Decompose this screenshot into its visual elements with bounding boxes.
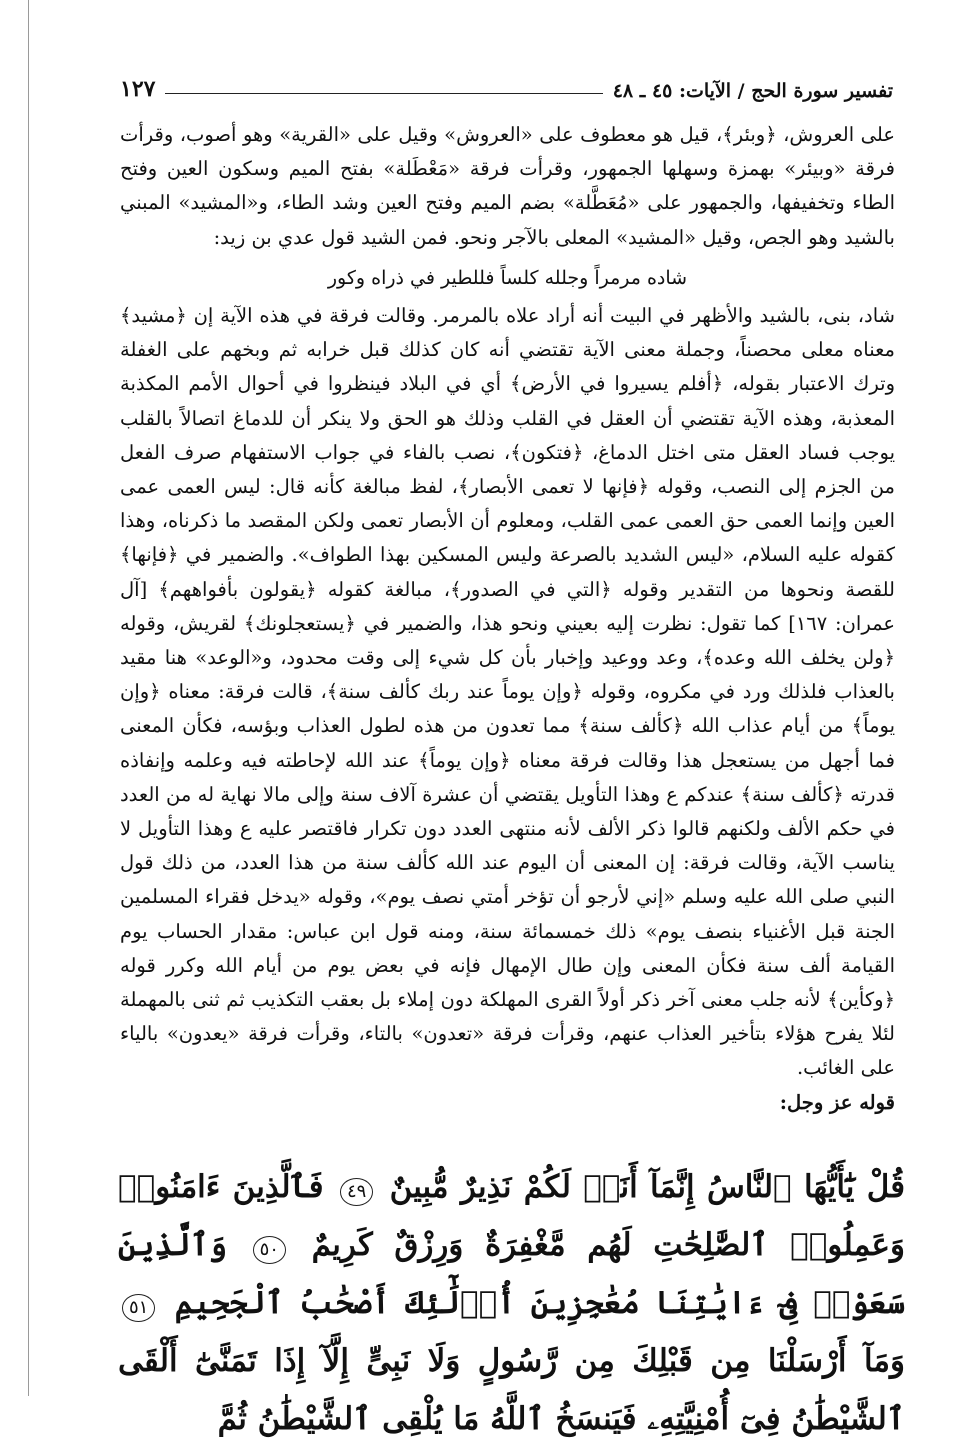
page-number: ١٢٧ xyxy=(120,76,156,102)
ayah-number-marker: ٤٩ xyxy=(340,1178,373,1206)
quran-segment-4: وَمَآ أَرْسَلْنَا مِن قَبْلِكَ مِن رَّسُولٍ وَلَا نَبِىٍّ إِلَّآ إِذَا تَمَنَّىٰٓ أَلْقَى ٱلشَّيْطَٰنُ فِىٓ أُمْنِيَّتِهِۦ فَيَنسَخُ ٱللَّهُ مَا يُلْقِى ٱلشَّيْطَٰنُ ثُمَّ xyxy=(118,1343,905,1437)
quran-segment-3: وَٱلَّذِينَ سَعَوْا۟ فِىٓ ءَايَٰتِنَا مُعَٰجِزِينَ أُو۟لَٰٓئِكَ أَصْحَٰبُ ٱلْجَحِيمِ xyxy=(118,1227,905,1321)
quran-segment-2: فَٱلَّذِينَ ءَامَنُوا۟ وَعَمِلُوا۟ ٱلصَّٰلِحَٰتِ لَهُم مَّغْفِرَةٌ وَرِزْقٌ كَرِيمٌ xyxy=(118,1169,905,1263)
header-title: تفسير سورة الحج / الآيات: ٤٥ ـ ٤٨ xyxy=(612,80,893,102)
header-rule xyxy=(165,93,602,94)
ayah-number-marker: ٥٠ xyxy=(253,1236,286,1264)
running-header xyxy=(120,66,893,102)
page-edge-line xyxy=(28,0,29,1396)
poetry-verse: شاده مرمراً وجلله كلساً فللطير في ذراه وكور xyxy=(327,266,688,289)
ayah-number-marker: ٥١ xyxy=(122,1294,155,1322)
quran-text-block xyxy=(118,1158,905,1448)
commentary-text xyxy=(120,118,895,1120)
paragraph-2: شاد، بنى، بالشيد والأظهر في البيت أنه أراد علاه بالمرمر. وقالت فرقة في هذه الآية إن ﴿مشيد﴾ معناه معلى محصناً، وجملة معنى الآية تقتضي أنه كان كذلك قبل خرابه ثم وبخهم على الغفلة وترك الاعتبار بقوله، ﴿أفلم يسيروا في الأرض﴾ أي في البلاد فينظروا في أحوال الأمم المكذبة المعذبة، وهذه الآية تقتضي أن العقل في القلب وذلك هو الحق ولا ينكر أن للدماغ اتصالاً بالقلب يوجب فساد العقل متى اختل الدماغ، ﴿فتكون﴾، نصب بالفاء في جواب الاستفهام صرف الفعل من الجزم إلى النصب، وقوله ﴿فإنها لا تعمى الأبصار﴾، لفظ مبالغة كأنه قال: ليس العمى عمى العين وإنما العمى حق العمى عمى القلب، ومعلوم أن الأبصار تعمى ولكن المقصد ما ذكرناه، وهذا كقوله عليه السلام، «ليس الشديد بالصرعة وليس المسكين بهذا الطواف». والضمير في ﴿فإنها﴾ للقصة ونحوها من التقدير وقوله ﴿التي في الصدور﴾، مبالغة كقوله ﴿يقولون بأفواههم﴾ [آل عمران: ١٦٧] كما تقول: نظرت إليه بعيني ونحو هذا، والضمير في ﴿يستعجلونك﴾ لقريش، وقوله ﴿ولن يخلف الله وعده﴾، وعد ووعيد وإخبار بأن كل شيء إلى وقت محدود، و«الوعد» هنا مقيد بالعذاب فلذلك ورد في مكروه، وقوله ﴿وإن يوماً عند ربك كألف سنة﴾، قالت فرقة: معناه ﴿وإن يوماً﴾ من أيام عذاب الله ﴿كألف سنة﴾ مما تعدون من هذه لطول العذاب وبؤسه، فكأن المعنى فما أجهل من يستعجل هذا وقالت فرقة معناه ﴿وإن يوماً﴾ عند الله لإحاطته فيه وعلمه وإنفاذه قدرته ﴿كألف سنة﴾ عندكم ع وهذا التأويل يقتضي أن عشرة آلاف سنة وإلى مالا نهاية له من العدد في حكم الألف ولكنهم قالوا ذكر الألف لأنه منتهى العدد دون تكرار فاقتصر عليه ع وهذا التأويل لا يناسب الآية، وقالت فرقة: إن المعنى أن اليوم عند الله كألف سنة من هذا العدد، من ذلك قول النبي صلى الله عليه وسلم «إني لأرجو أن تؤخر أمتي نصف يوم»، وقوله «يدخل فقراء المسلمين الجنة قبل الأغنياء بنصف يوم» ذلك خمسمائة سنة، ومنه قول ابن عباس: مقدار الحساب يوم القيامة ألف سنة فكأن المعنى وإن طال الإمهال فإنه في بعض يوم من أيام الله وكرر قوله ﴿وكأين﴾ لأنه جلب معنى آخر ذكر أولاً القرى المهلكة دون إملاء بل بعقب التكذيب ثم ثنى بالمهملة لئلا يفرح هؤلاء بتأخير العذاب عنهم، وقرأت فرقة «تعدون» بالتاء، وقرأت فرقة «يعدون» بالياء على الغائب. xyxy=(120,304,895,1080)
paragraph-1: على العروش، ﴿وبئر﴾، قيل هو معطوف على «العروش» وقيل على «القرية» وهو أصوب، وقرأت فرقة «وبيئر» بهمزة وسهلها الجمهور، وقرأت فرقة «مَعْطَلة» بفتح الميم وسكون العين وفتح الطاء وتخفيفها، والجمهور على «مُعَطَّلة» بضم الميم وفتح العين وشد الطاء، و«المشيد» المبني بالشيد وهو الجص، وقيل «المشيد» المعلى بالآجر ونحو. فمن الشيد قول عدي بن زيد: xyxy=(120,123,895,249)
verse-intro: قوله عز وجل: xyxy=(779,1090,895,1114)
quran-segment-1: قُلْ يَٰٓأَيُّهَا ٱلنَّاسُ إِنَّمَآ أَنَا۠ لَكُمْ نَذِيرٌ مُّبِينٌ xyxy=(389,1169,906,1205)
